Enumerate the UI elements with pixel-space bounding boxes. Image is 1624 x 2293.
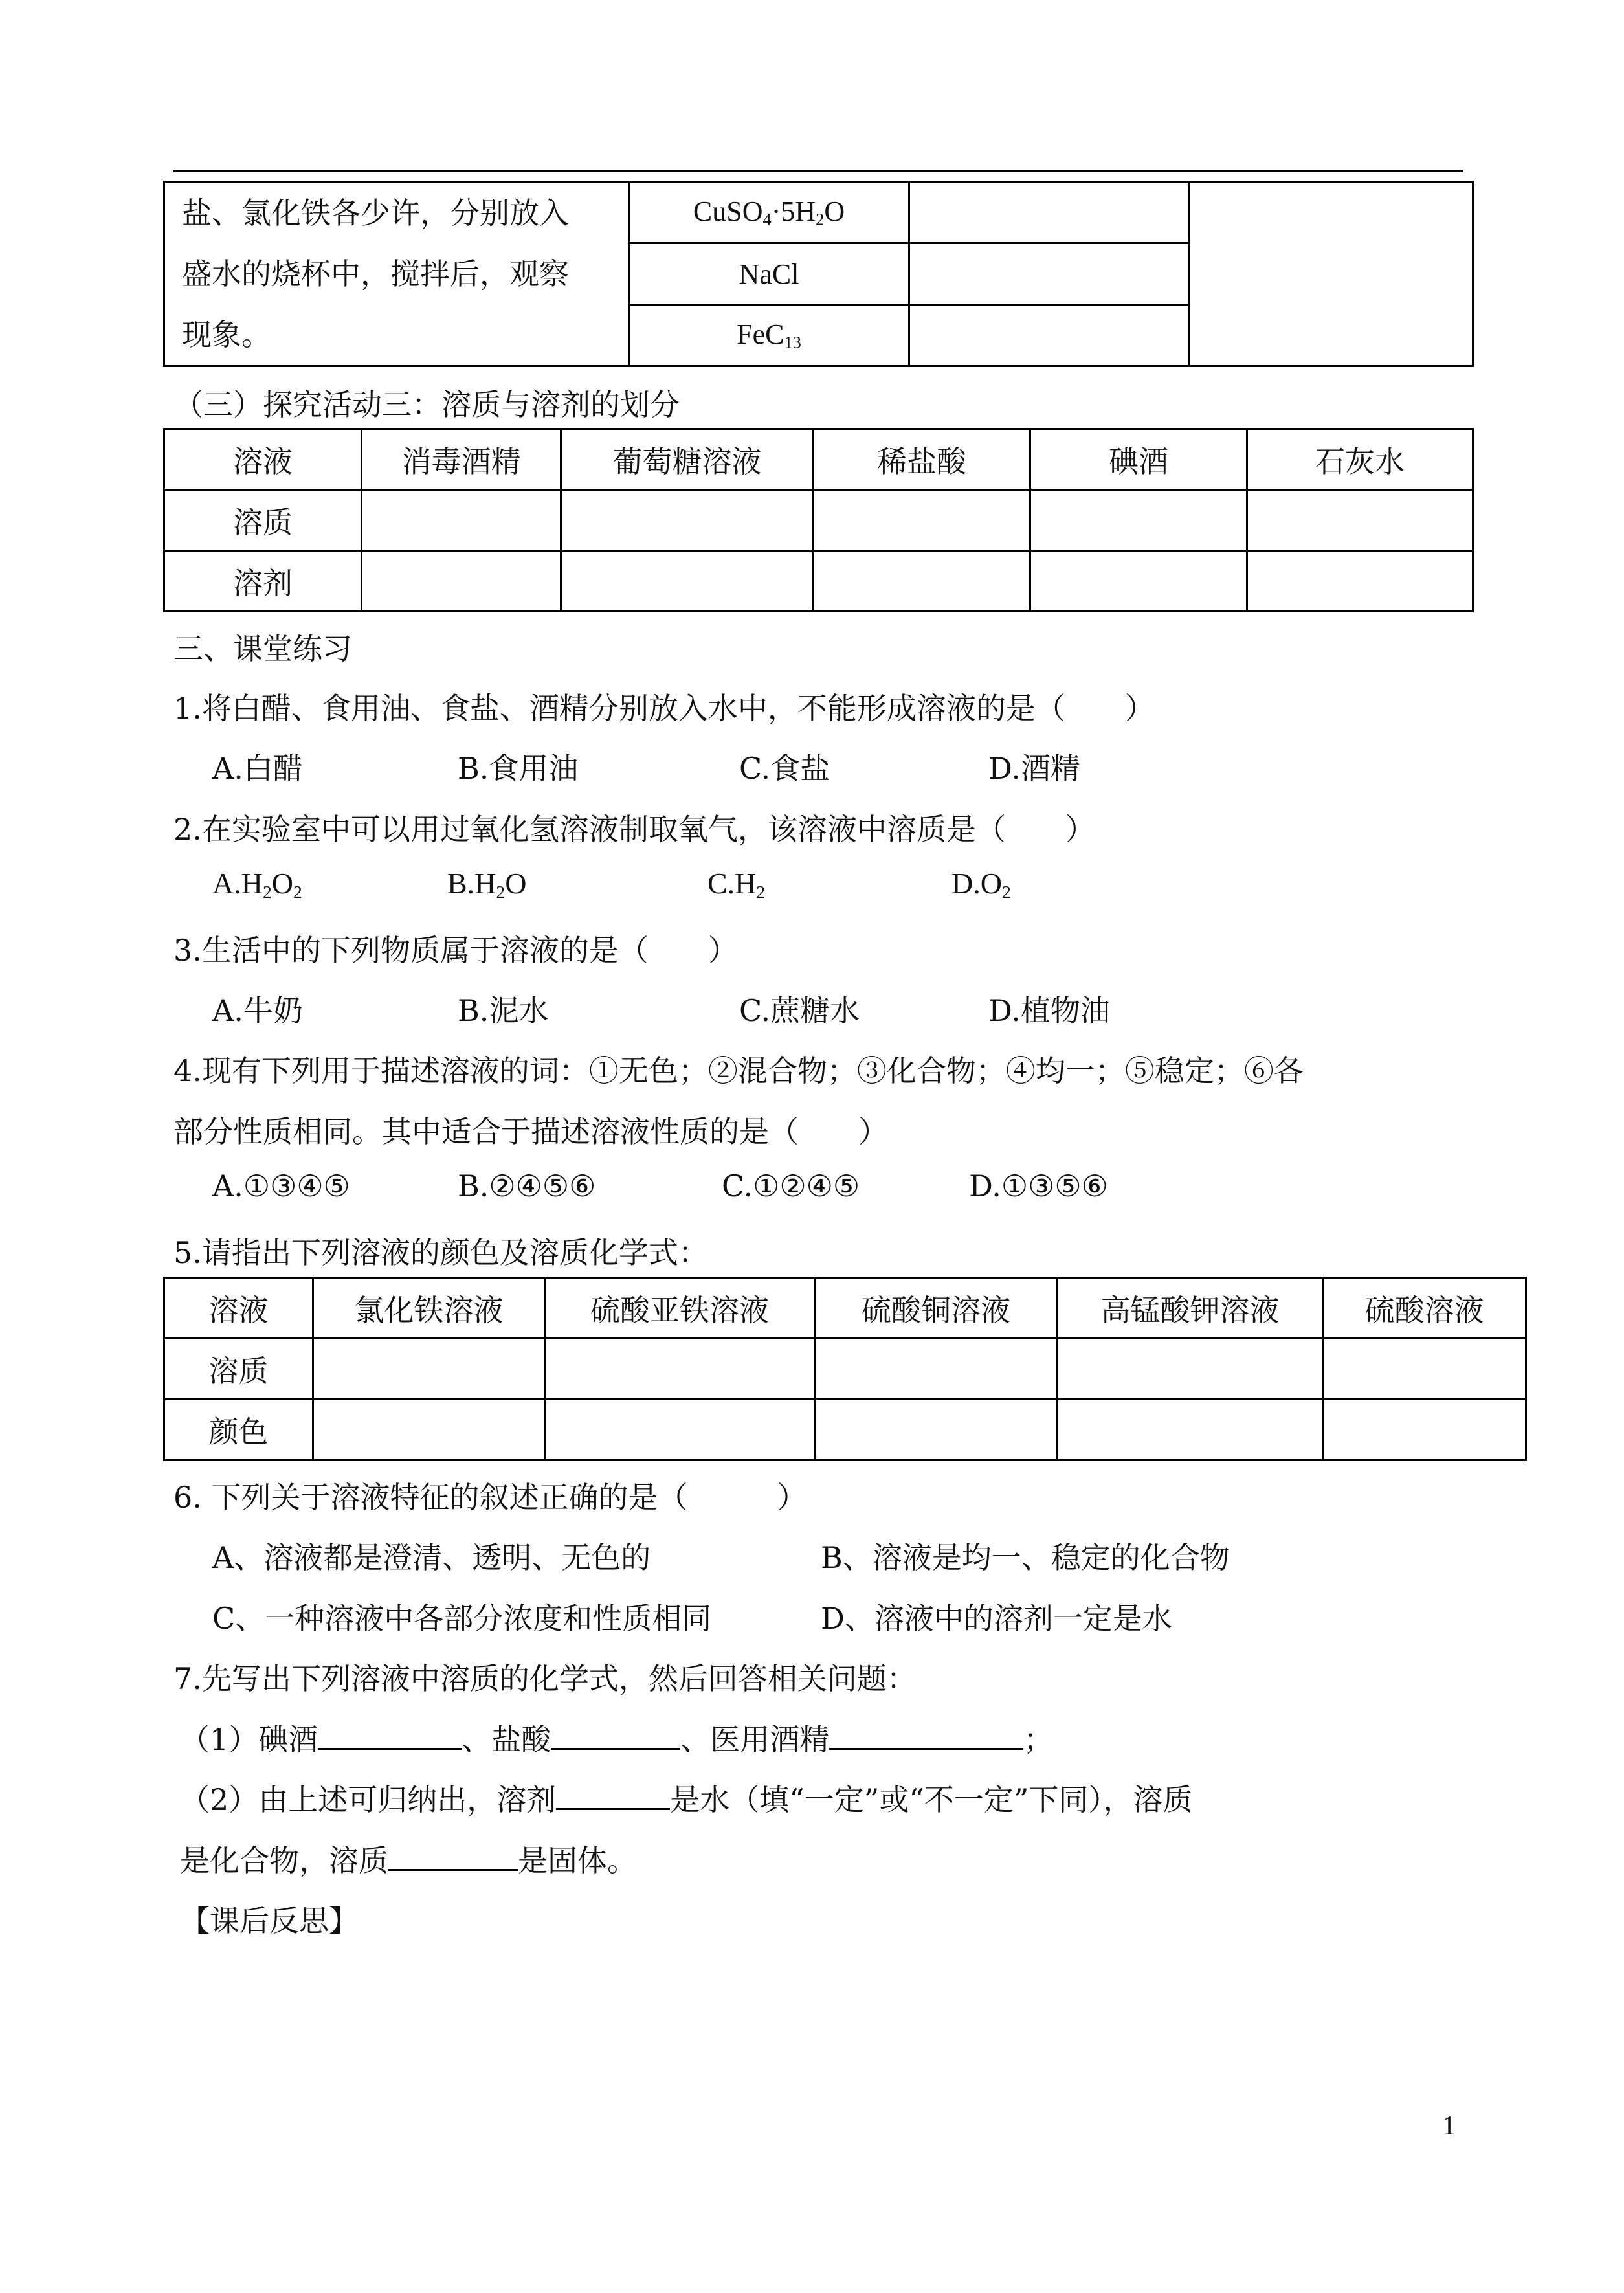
question-2-stem: 2.在实验室中可以用过氧化氢溶液制取氧气，该溶液中溶质是（ ） [173, 812, 1095, 847]
answer-cell[interactable] [1030, 551, 1247, 612]
table-row [164, 551, 1473, 612]
q3-option-a: A.牛奶 [212, 993, 303, 1028]
table-header-cell: 石灰水 [1247, 429, 1473, 490]
experiment-description [164, 182, 629, 366]
answer-cell[interactable] [1058, 1339, 1323, 1400]
answer-cell[interactable] [1058, 1400, 1323, 1460]
answer-cell[interactable] [1190, 182, 1473, 366]
q2-option-c: $C.H_2$ [707, 867, 766, 902]
answer-cell[interactable] [362, 551, 561, 612]
answer-cell[interactable] [561, 551, 814, 612]
answer-blank[interactable] [318, 1719, 462, 1750]
answer-cell[interactable] [909, 305, 1190, 366]
table-header-cell: 溶液 [164, 429, 362, 490]
answer-cell[interactable] [815, 1339, 1058, 1400]
table-header-cell: 氯化铁溶液 [313, 1278, 545, 1339]
question-6-stem: 6. 下列关于溶液特征的叙述正确的是（ ） [173, 1480, 807, 1515]
q4-option-b: B.②④⑤⑥ [458, 1169, 596, 1203]
reflection-heading: 【课后反思】 [180, 1903, 359, 1938]
section3-title: 三、课堂练习 [173, 631, 352, 666]
q1-option-a: A.白醋 [212, 751, 303, 786]
solution-color-table [163, 1277, 1527, 1461]
q2-option-d: $D.O_2$ [951, 867, 1011, 902]
table-header-cell: 硫酸铜溶液 [815, 1278, 1058, 1339]
solute-solvent-table [163, 428, 1474, 612]
answer-cell[interactable] [362, 490, 561, 551]
description-line: 现象。 [182, 317, 271, 352]
table-header-cell: 硫酸溶液 [1323, 1278, 1526, 1339]
q1-option-b: B.食用油 [458, 751, 579, 786]
page-number: 1 [1442, 2111, 1456, 2141]
row-label: 溶质 [164, 490, 362, 551]
q7-part2: （2）由上述可归纳出，溶剂 是水（填“一定”或“不一定”下同），溶质 [180, 1776, 1192, 1819]
q6-option-a: A、溶液都是澄清、透明、无色的 [212, 1540, 651, 1575]
answer-cell[interactable] [545, 1400, 815, 1460]
answer-blank[interactable] [556, 1780, 670, 1810]
answer-cell[interactable] [814, 551, 1030, 612]
answer-cell[interactable] [545, 1339, 815, 1400]
table-row [164, 1400, 1526, 1460]
answer-blank[interactable] [551, 1719, 680, 1750]
q6-option-b: B、溶液是均一、稳定的化合物 [821, 1540, 1230, 1575]
row-label: 颜色 [164, 1400, 313, 1460]
header-rule [173, 170, 1463, 172]
answer-blank[interactable] [829, 1719, 1023, 1750]
answer-cell[interactable] [909, 182, 1190, 243]
substance-cell: $CuSO_4\cdot 5H_2O$ [629, 182, 909, 243]
q6-option-d: D、溶液中的溶剂一定是水 [821, 1601, 1172, 1636]
table-header-cell: 高锰酸钾溶液 [1058, 1278, 1323, 1339]
q7-part1: （1）碘酒 、盐酸 、医用酒精 ； [180, 1716, 1053, 1759]
row-label: 溶质 [164, 1339, 313, 1400]
question-1-stem: 1.将白醋、食用油、食盐、酒精分别放入水中，不能形成溶液的是（ ） [173, 691, 1155, 726]
q4-option-a: A.①③④⑤ [212, 1169, 350, 1203]
q3-option-d: D.植物油 [988, 993, 1110, 1028]
question-5-stem: 5.请指出下列溶液的颜色及溶质化学式： [173, 1235, 708, 1270]
table-header-cell: 葡萄糖溶液 [561, 429, 814, 490]
table-header-cell: 消毒酒精 [362, 429, 561, 490]
table-header-cell: 溶液 [164, 1278, 313, 1339]
q4-option-c: C.①②④⑤ [722, 1169, 860, 1203]
table-row [164, 1339, 1526, 1400]
q1-option-c: C.食盐 [739, 751, 830, 786]
table-header-cell: 稀盐酸 [814, 429, 1030, 490]
table-row [164, 490, 1473, 551]
description-line: 盐、氯化铁各少许，分别放入 [182, 196, 569, 230]
activity3-title: （三）探究活动三：溶质与溶剂的划分 [173, 387, 680, 422]
answer-cell[interactable] [313, 1400, 545, 1460]
answer-cell[interactable] [313, 1339, 545, 1400]
question-4-stem-cont: 部分性质相同。其中适合于描述溶液性质的是（ ） [173, 1114, 888, 1149]
answer-blank[interactable] [388, 1840, 518, 1871]
q3-option-c: C.蔗糖水 [739, 993, 860, 1028]
q2-option-b: $B.H_2O$ [447, 867, 527, 902]
answer-cell[interactable] [561, 490, 814, 551]
q4-option-d: D.①③⑤⑥ [969, 1169, 1108, 1203]
q6-option-c: C、一种溶液中各部分浓度和性质相同 [212, 1601, 712, 1636]
row-label: 溶剂 [164, 551, 362, 612]
table-header-cell: 碘酒 [1030, 429, 1247, 490]
answer-cell[interactable] [1030, 490, 1247, 551]
answer-cell[interactable] [815, 1400, 1058, 1460]
experiment-table [163, 181, 1474, 367]
answer-cell[interactable] [1323, 1339, 1526, 1400]
q7-part2-cont: 是化合物，溶质 是固体。 [180, 1837, 637, 1880]
question-4-stem: 4.现有下列用于描述溶液的词：①无色；②混合物；③化合物；④均一；⑤稳定；⑥各 [173, 1053, 1304, 1088]
substance-cell: FeC$_{13}$ [629, 305, 909, 366]
answer-cell[interactable] [814, 490, 1030, 551]
question-3-stem: 3.生活中的下列物质属于溶液的是（ ） [173, 933, 738, 968]
q1-option-d: D.酒精 [988, 751, 1080, 786]
answer-cell[interactable] [1323, 1400, 1526, 1460]
q3-option-b: B.泥水 [458, 993, 549, 1028]
q2-option-a: $A.H_2O_2$ [212, 867, 302, 902]
question-7-stem: 7.先写出下列溶液中溶质的化学式，然后回答相关问题： [173, 1661, 917, 1696]
answer-cell[interactable] [1247, 490, 1473, 551]
answer-cell[interactable] [909, 243, 1190, 305]
answer-cell[interactable] [1247, 551, 1473, 612]
table-header-cell: 硫酸亚铁溶液 [545, 1278, 815, 1339]
substance-cell: NaCl [629, 243, 909, 305]
description-line: 盛水的烧杯中，搅拌后，观察 [182, 256, 569, 291]
